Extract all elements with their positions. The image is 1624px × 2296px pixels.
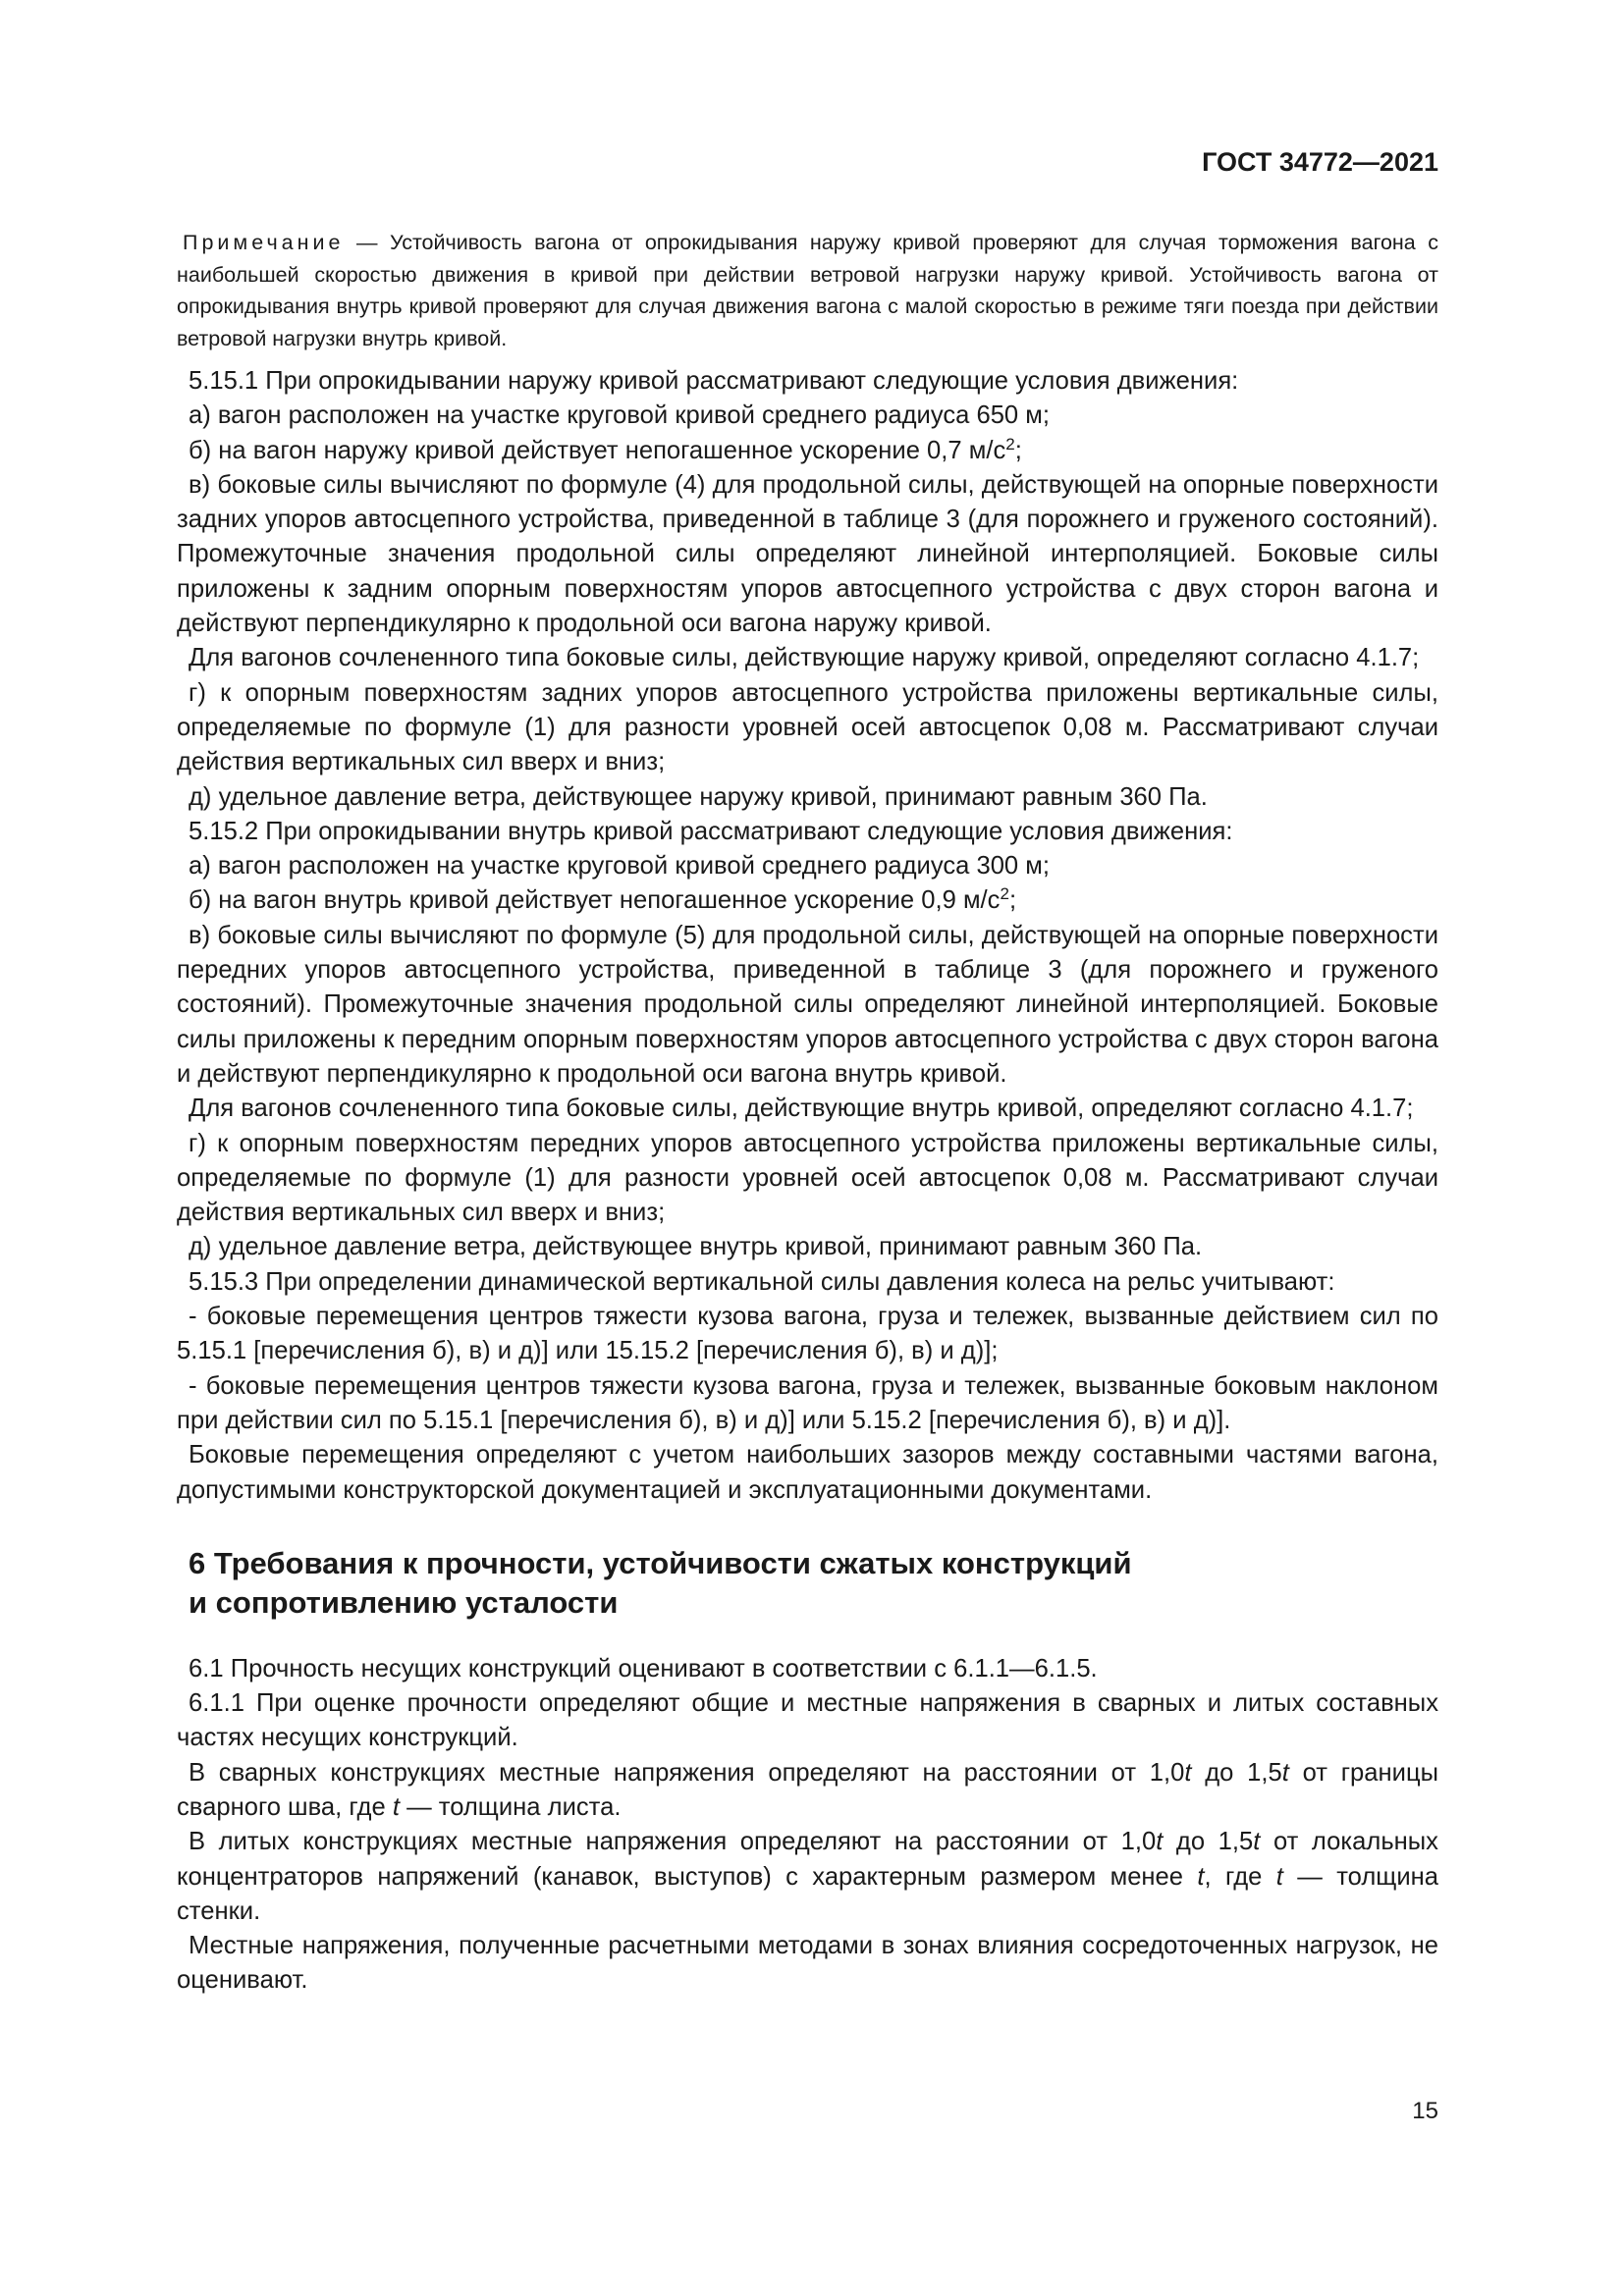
text-run: В сварных конструкциях местные напряжения определяют на расстоянии от 1,0 bbox=[189, 1758, 1185, 1787]
list-item-a-2: а) вагон расположен на участке круговой кривой среднего радиуса 300 м; bbox=[189, 852, 1050, 881]
text-run: , где bbox=[1204, 1862, 1276, 1891]
page-content bbox=[177, 227, 1438, 1999]
text-run: до 1,5 bbox=[1191, 1758, 1282, 1787]
note-block bbox=[177, 227, 1438, 354]
italic-t: t bbox=[1197, 1862, 1205, 1891]
section-6-title-line2: и сопротивлению усталости bbox=[189, 1584, 619, 1620]
note-text: — Устойчивость вагона от опрокидывания наружу кривой проверяют для случая торможения вагона с наибольшей скоростью движения в кривой при действии ветровой нагрузки наружу кривой. Устойчивость вагона от опрокидывания внутрь кривой проверяют для случая движения вагона с малой скоростью в режиме тяги поезда при действии ветровой нагрузки внутрь кривой. bbox=[177, 231, 1438, 350]
superscript: 2 bbox=[1005, 434, 1015, 454]
paragraph-displacements: Боковые перемещения определяют с учетом наибольших зазоров между составными частями вагона, допустимыми конструкторской документацией и эксплуатационными документами. bbox=[177, 1441, 1438, 1504]
paragraph-articulated-2: Для вагонов сочлененного типа боковые силы, действующие внутрь кривой, определяют согласно 4.1.7; bbox=[189, 1095, 1414, 1123]
dash-item-1: - боковые перемещения центров тяжести кузова вагона, груза и тележек, вызванные действием сил по 5.15.1 [перечисления б), в) и д)] или 15.15.2 [перечисления б), в) и д)]; bbox=[177, 1303, 1438, 1365]
list-item-b-2-text: б) на вагон внутрь кривой действует непогашенное ускорение 0,9 м/с bbox=[189, 886, 1001, 915]
text-run: — толщина листа. bbox=[399, 1792, 622, 1821]
paragraph-local-stresses: Местные напряжения, полученные расчетными методами в зонах влияния сосредоточенных нагрузок, не оценивают. bbox=[177, 1932, 1438, 1995]
section-6-title-line1: 6 Требования к прочности, устойчивости сжатых конструкций bbox=[189, 1545, 1132, 1580]
italic-t: t bbox=[1156, 1828, 1164, 1856]
document-id-header: ГОСТ 34772—2021 bbox=[1202, 147, 1438, 177]
list-item-d: д) удельное давление ветра, действующее наружу кривой, принимают равным 360 Па. bbox=[189, 782, 1208, 811]
superscript: 2 bbox=[1000, 884, 1009, 904]
section-6-heading bbox=[177, 1544, 1438, 1623]
paragraph-5-15-3: 5.15.3 При определении динамической вертикальной силы давления колеса на рельс учитывают: bbox=[189, 1267, 1335, 1296]
list-item-b-end: ; bbox=[1014, 436, 1022, 464]
paragraph-welded bbox=[177, 1756, 1438, 1826]
italic-t: t bbox=[392, 1792, 400, 1821]
italic-t: t bbox=[1275, 1862, 1283, 1891]
paragraph-6-1: 6.1 Прочность несущих конструкций оценивают в соответствии с 6.1.1—6.1.5. bbox=[189, 1654, 1098, 1682]
italic-t: t bbox=[1184, 1758, 1192, 1787]
list-item-b bbox=[177, 434, 1438, 468]
italic-t: t bbox=[1253, 1828, 1261, 1856]
text-run: В литых конструкциях местные напряжения определяют на расстоянии от 1,0 bbox=[189, 1828, 1157, 1856]
list-item-v: в) боковые силы вычисляют по формуле (4) для продольной силы, действующей на опорные поверхности задних упоров автосцепного устройства, приведенной в таблице 3 (для порожнего и груженого состояний). Промежуточные значения продольной силы определяют линейной интерполяцией. Боковые силы приложены к задним опорным поверхностям упоров автосцепного устройства с двух сторон вагона и действуют перпендикулярно к продольной оси вагона наружу кривой. bbox=[177, 470, 1438, 638]
list-item-b-2 bbox=[177, 883, 1438, 918]
list-item-v-2: в) боковые силы вычисляют по формуле (5) для продольной силы, действующей на опорные поверхности передних упоров автосцепного устройства, приведенной в таблице 3 (для порожнего и груженого состояний). Промежуточные значения продольной силы определяют линейной интерполяцией. Боковые силы приложены к передним опорным поверхностям упоров автосцепного устройства с двух сторон вагона и действуют перпендикулярно к продольной оси вагона внутрь кривой. bbox=[177, 921, 1438, 1088]
text-run: — толщина стенки. bbox=[177, 1862, 1439, 1925]
text-run: от локальных концентраторов напряжений (канавок, выступов) с характерным размером менее bbox=[177, 1828, 1438, 1891]
list-item-b-text: б) на вагон наружу кривой действует непогашенное ускорение 0,7 м/с bbox=[189, 436, 1006, 464]
list-item-b-2-end: ; bbox=[1008, 886, 1017, 915]
text-run: до 1,5 bbox=[1163, 1828, 1254, 1856]
list-item-g: г) к опорным поверхностям задних упоров автосцепного устройства приложены вертикальные силы, определяемые по формуле (1) для разности уровней осей автосцепок 0,08 м. Рассматривают случаи действия вертикальных сил вверх и вниз; bbox=[177, 678, 1438, 776]
list-item-g-2: г) к опорным поверхностям передних упоров автосцепного устройства приложены вертикальные силы, определяемые по формуле (1) для разности уровней осей автосцепок 0,08 м. Рассматривают случаи действия вертикальных сил вверх и вниз; bbox=[177, 1129, 1438, 1227]
list-item-a: а) вагон расположен на участке круговой кривой среднего радиуса 650 м; bbox=[189, 401, 1050, 430]
paragraph-5-15-1: 5.15.1 При опрокидывании наружу кривой рассматривают следующие условия движения: bbox=[189, 367, 1239, 395]
dash-item-2: - боковые перемещения центров тяжести кузова вагона, груза и тележек, вызванные боковым наклоном при действии сил по 5.15.1 [перечисления б), в) и д)] или 5.15.2 [перечисления б), в) и д)]. bbox=[177, 1371, 1438, 1434]
paragraph-articulated: Для вагонов сочлененного типа боковые силы, действующие наружу кривой, определяют согласно 4.1.7; bbox=[189, 644, 1420, 672]
note-label: Примечание bbox=[183, 231, 345, 254]
paragraph-5-15-2: 5.15.2 При опрокидывании внутрь кривой рассматривают следующие условия движения: bbox=[189, 817, 1233, 845]
paragraph-6-1-1: 6.1.1 При оценке прочности определяют общие и местные напряжения в сварных и литых составных частях несущих конструкций. bbox=[177, 1689, 1438, 1752]
text-run: от границы сварного шва, где bbox=[177, 1758, 1439, 1821]
list-item-d-2: д) удельное давление ветра, действующее внутрь кривой, принимают равным 360 Па. bbox=[189, 1233, 1203, 1261]
page-number: 15 bbox=[1412, 2098, 1438, 2124]
paragraph-cast bbox=[177, 1825, 1438, 1929]
italic-t: t bbox=[1281, 1758, 1289, 1787]
